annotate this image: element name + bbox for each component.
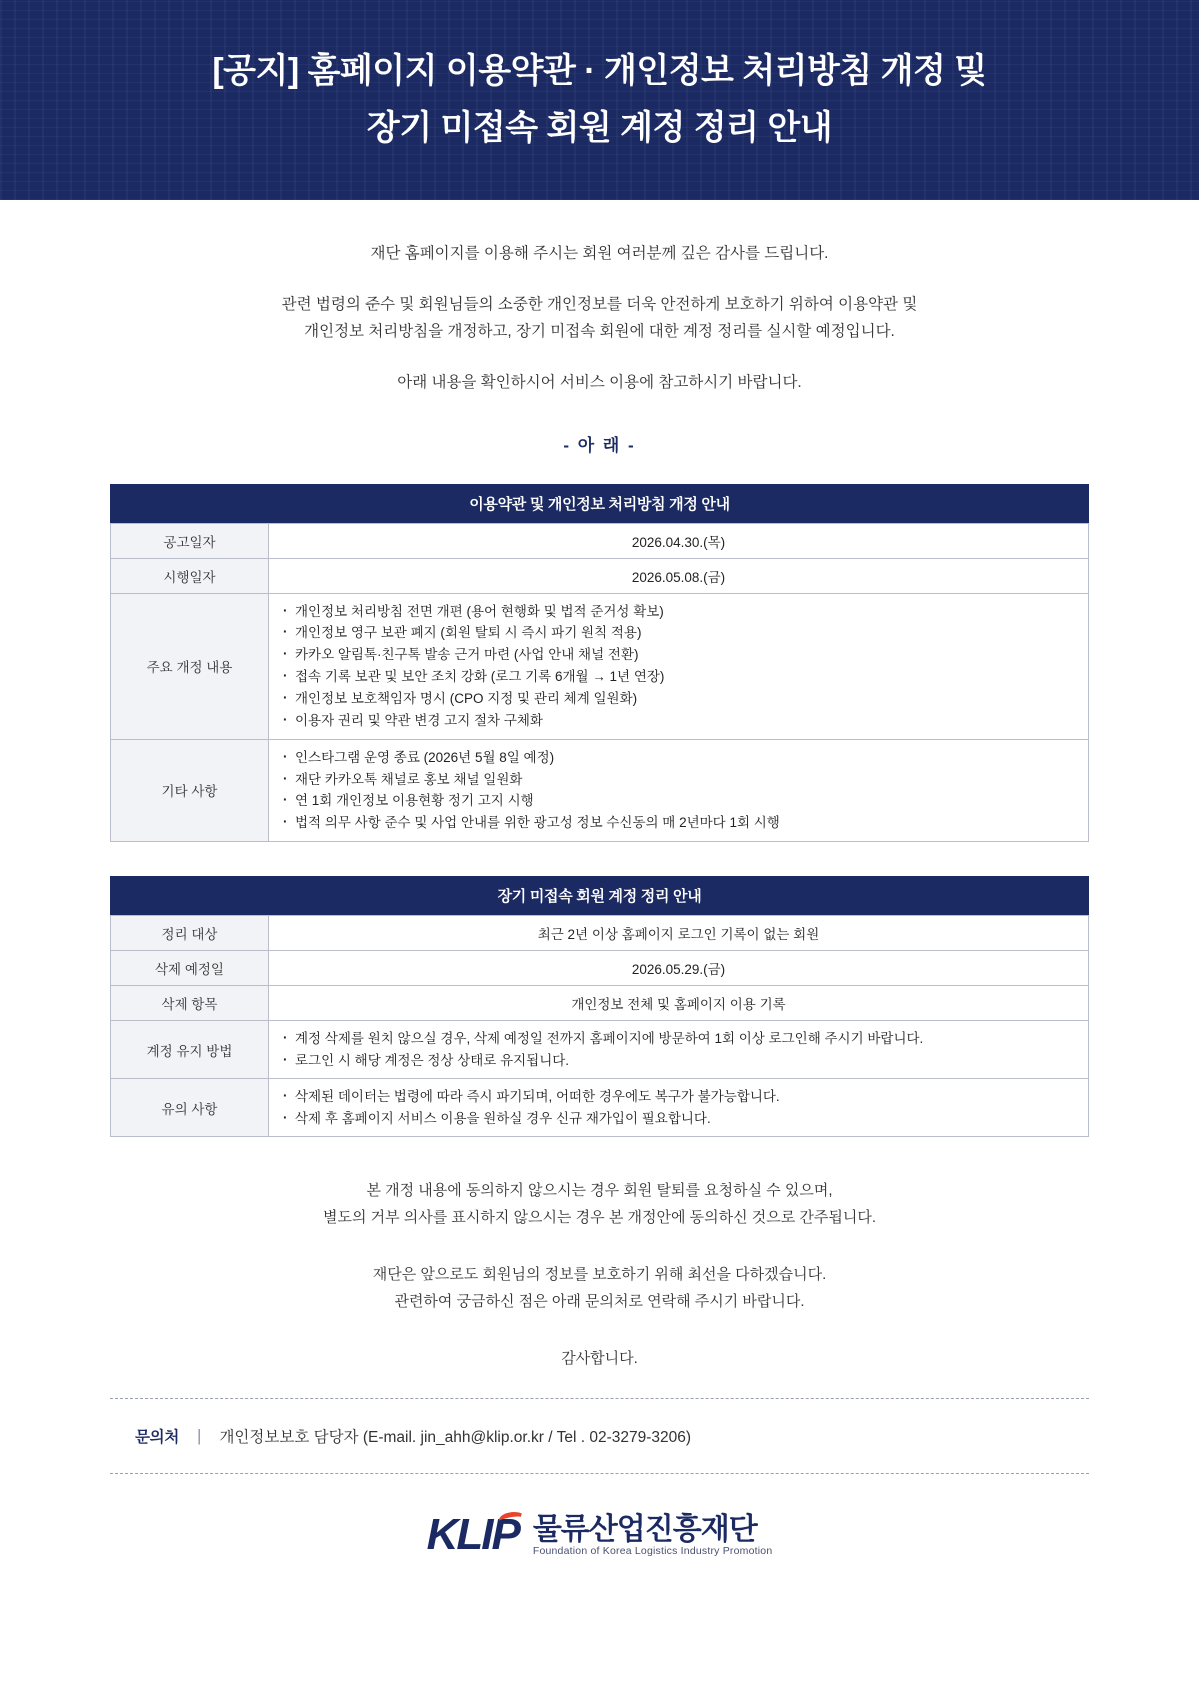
row-header: 정리 대상 xyxy=(111,916,269,951)
row-value: 개인정보 전체 및 홈페이지 이용 기록 xyxy=(269,986,1089,1021)
row-header: 기타 사항 xyxy=(111,739,269,841)
closing-text xyxy=(130,1177,1069,1372)
row-value: 2026.05.08.(금) xyxy=(269,558,1089,593)
row-header: 주요 개정 내용 xyxy=(111,593,269,739)
list-item: · 접속 기록 보관 및 보안 조치 강화 (로그 기록 6개월 → 1년 연장) xyxy=(279,666,1078,688)
row-header: 공고일자 xyxy=(111,523,269,558)
table-row xyxy=(111,1079,1089,1137)
list-item: · 개인정보 보호책임자 명시 (CPO 지정 및 관리 체계 일원화) xyxy=(279,688,1078,710)
row-header: 시행일자 xyxy=(111,558,269,593)
closing-paragraph-2-line-2: 관련하여 궁금하신 점은 아래 문의처로 연락해 주시기 바랍니다. xyxy=(394,1293,805,1311)
intro-paragraph-1: 재단 홈페이지를 이용해 주시는 회원 여러분께 깊은 감사를 드립니다. xyxy=(370,245,829,262)
list-item: · 법적 의무 사항 준수 및 사업 안내를 위한 광고성 정보 수신동의 매 2년마다 1회 시행 xyxy=(279,812,1078,834)
banner-title-line-2: 장기 미접속 회원 계정 정리 안내 xyxy=(366,109,833,147)
list-item: · 연 1회 개인정보 이용현황 정기 고지 시행 xyxy=(279,790,1078,812)
foundation-name-korean: 물류산업진흥재단 xyxy=(532,1512,757,1546)
table-row xyxy=(111,593,1089,739)
keep-account-list xyxy=(279,1028,1078,1071)
row-value: 2026.04.30.(목) xyxy=(269,523,1089,558)
closing-paragraph-1-line-2: 별도의 거부 의사를 표시하지 않으시는 경우 본 개정안에 동의하신 것으로 간주됩니다. xyxy=(323,1209,876,1227)
list-item: · 인스타그램 운영 종료 (2026년 5월 8일 예정) xyxy=(279,747,1078,769)
closing-paragraph-1-line-1: 본 개정 내용에 동의하지 않으시는 경우 회원 탈퇴를 요청하실 수 있으며, xyxy=(366,1182,833,1200)
contact-details: 개인정보보호 담당자 (E-mail. jin_ahh@klip.or.kr / Tel . 02-3279-3206) xyxy=(219,1429,692,1447)
list-item: · 삭제 후 홈페이지 서비스 이용을 원하실 경우 신규 재가입이 필요합니다. xyxy=(279,1108,1078,1130)
closing-paragraph-3: 감사합니다. xyxy=(561,1350,638,1368)
table-row xyxy=(111,1021,1089,1079)
list-item: · 카카오 알림톡·친구톡 발송 근거 마련 (사업 안내 채널 전환) xyxy=(279,644,1078,666)
table-row xyxy=(111,986,1089,1021)
list-item: · 재단 카카오톡 채널로 홍보 채널 일원화 xyxy=(279,769,1078,791)
list-item: · 삭제된 데이터는 법령에 따라 즉시 파기되며, 어떠한 경우에도 복구가 불가능합니다. xyxy=(279,1086,1078,1108)
closing-section xyxy=(0,1137,1199,1372)
row-header: 삭제 항목 xyxy=(111,986,269,1021)
contact-divider-top xyxy=(110,1398,1089,1399)
table-terms-revision xyxy=(110,484,1089,843)
row-value xyxy=(269,1079,1089,1137)
list-item: · 계정 삭제를 원치 않으실 경우, 삭제 예정일 전까지 홈페이지에 방문하여 1회 이상 로그인해 주시기 바랍니다. xyxy=(279,1028,1078,1050)
intro-paragraph-2-line-1: 관련 법령의 준수 및 회원님들의 소중한 개인정보를 더욱 안전하게 보호하기 위하여 이용약관 및 xyxy=(281,296,918,314)
list-item: · 로그인 시 해당 계정은 정상 상태로 유지됩니다. xyxy=(279,1050,1078,1072)
intro-text xyxy=(130,240,1069,397)
table-dormant-caption: 장기 미접속 회원 계정 정리 안내 xyxy=(110,876,1089,915)
klip-wordmark-text: KLIP xyxy=(426,1510,519,1560)
etc-list xyxy=(279,747,1078,834)
table-row xyxy=(111,739,1089,841)
main-changes-list xyxy=(279,601,1078,732)
list-item: · 이용자 권리 및 약관 변경 고지 절차 구체화 xyxy=(279,710,1078,732)
table-terms-caption: 이용약관 및 개인정보 처리방침 개정 안내 xyxy=(110,484,1089,523)
table-row xyxy=(111,916,1089,951)
row-value: 최근 2년 이상 홈페이지 로그인 기록이 없는 회원 xyxy=(269,916,1089,951)
list-item: · 개인정보 처리방침 전면 개편 (용어 현행화 및 법적 준거성 확보) xyxy=(279,601,1078,623)
row-value: 2026.05.29.(금) xyxy=(269,951,1089,986)
row-value xyxy=(269,739,1089,841)
row-header: 유의 사항 xyxy=(111,1079,269,1137)
list-item: · 개인정보 영구 보관 폐지 (회원 탈퇴 시 즉시 파기 원칙 적용) xyxy=(279,622,1078,644)
header-banner xyxy=(0,0,1199,200)
row-value xyxy=(269,593,1089,739)
banner-title-line-1: [공지] 홈페이지 이용약관 · 개인정보 처리방침 개정 및 xyxy=(212,52,987,91)
contact-label: 문의처 xyxy=(135,1429,180,1447)
intro-section xyxy=(0,200,1199,456)
foundation-name-english: Foundation of Korea Logistics Industry Promotion xyxy=(532,1545,773,1558)
klip-wordmark-icon xyxy=(427,1510,519,1560)
contact-divider-bottom xyxy=(110,1473,1089,1474)
arae-divider-label: - 아 래 - xyxy=(563,435,636,455)
contact-block xyxy=(0,1425,1199,1447)
row-header: 계정 유지 방법 xyxy=(111,1021,269,1079)
row-value xyxy=(269,1021,1089,1079)
table-row xyxy=(111,558,1089,593)
contact-separator: | xyxy=(197,1426,202,1446)
footer-logo xyxy=(0,1510,1199,1600)
table-dormant-wrapper xyxy=(0,876,1199,1137)
notice-list xyxy=(279,1086,1078,1129)
table-row xyxy=(111,951,1089,986)
row-header: 삭제 예정일 xyxy=(111,951,269,986)
intro-paragraph-3: 아래 내용을 확인하시어 서비스 이용에 참고하시기 바랍니다. xyxy=(397,374,802,392)
foundation-name-block xyxy=(533,1514,773,1558)
table-terms-wrapper xyxy=(0,484,1199,843)
table-row xyxy=(111,523,1089,558)
table-dormant-accounts xyxy=(110,876,1089,1137)
closing-paragraph-2-line-1: 재단은 앞으로도 회원님의 정보를 보호하기 위해 최선을 다하겠습니다. xyxy=(372,1266,827,1284)
intro-paragraph-2-line-2: 개인정보 처리방침을 개정하고, 장기 미접속 회원에 대한 계정 정리를 실시할 예정입니다. xyxy=(304,323,895,341)
